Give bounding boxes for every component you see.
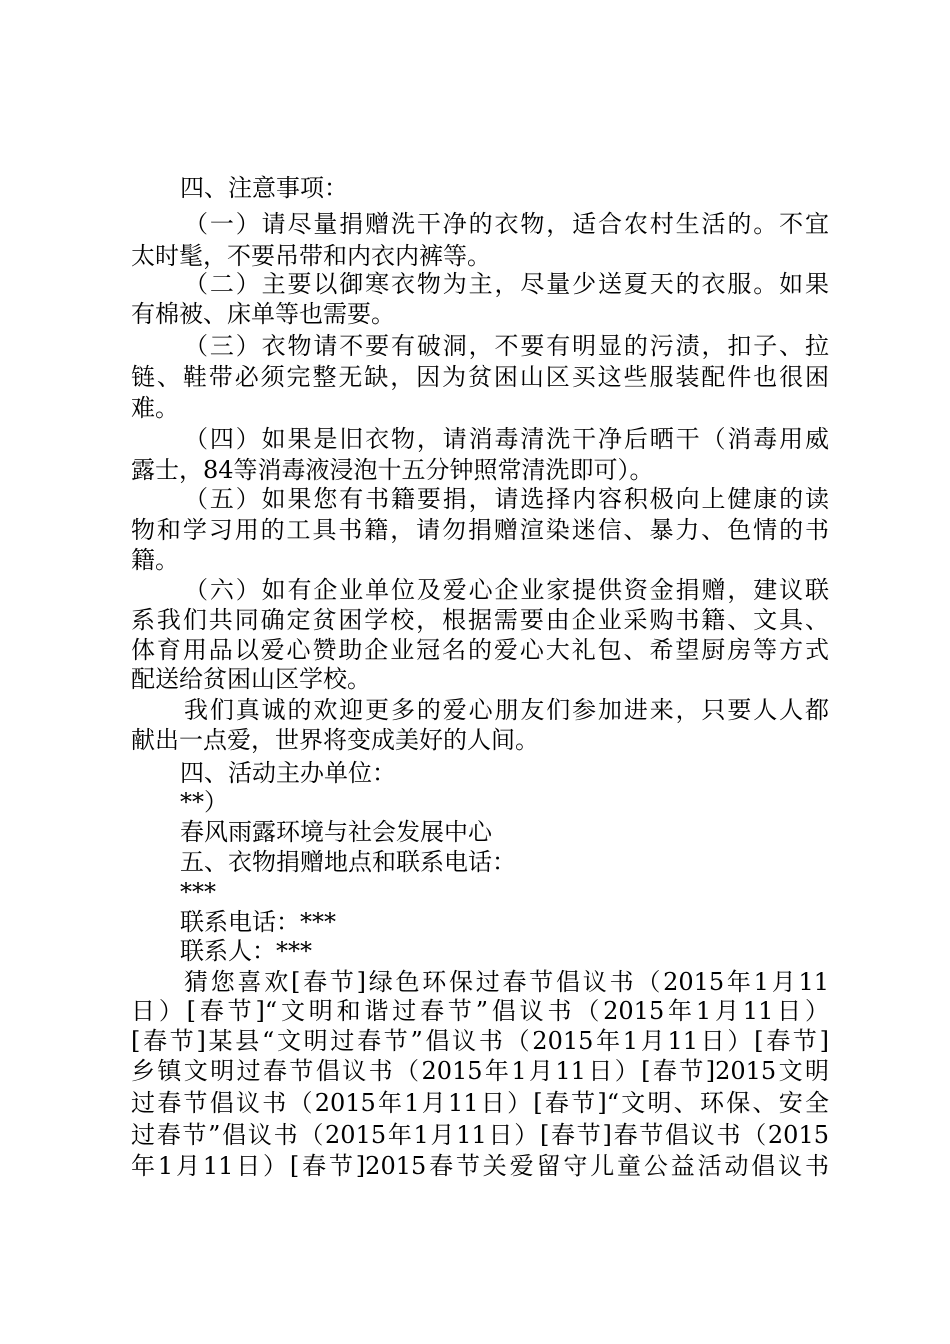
related-articles-line: [春节]某县“文明过春节”倡议书（2015年1月11日）[春节] [131,1027,829,1055]
paragraph-line: （五）如果您有书籍要捐，请选择内容积极向上健康的读 [184,485,829,513]
paragraph-line: 太时髦，不要吊带和内衣内裤等。 [131,242,491,270]
related-articles-line: 乡镇文明过春节倡议书（2015年1月11日）[春节]2015文明 [131,1057,829,1085]
section-heading-organizer: 四、活动主办单位： [180,759,396,787]
paragraph-line: 献出一点爱，世界将变成美好的人间。 [131,726,539,754]
paragraph-line: 物和学习用的工具书籍，请勿捐赠渲染迷信、暴力、色情的书 [131,516,829,544]
paragraph-line: 体育用品以爱心赞助企业冠名的爱心大礼包、希望厨房等方式 [131,636,829,664]
paragraph-line: 我们真诚的欢迎更多的爱心朋友们参加进来，只要人人都 [184,696,829,724]
related-articles-line: 年1月11日）[春节]2015春节关爱留守儿童公益活动倡议书 [131,1152,829,1180]
paragraph-line: （三）衣物请不要有破洞，不要有明显的污渍，扣子、拉 [184,332,829,360]
contact-person: 联系人：*** [180,937,312,965]
paragraph-line: 露士，84等消毒液浸泡十五分钟照常清洗即可）。 [131,456,654,484]
organizer-placeholder: **） [180,788,228,816]
related-articles-line: 过春节倡议书（2015年1月11日）[春节]“文明、环保、安全 [131,1089,829,1117]
paragraph-line: 链、鞋带必须完整无缺，因为贫困山区买这些服装配件也很困 [131,363,829,391]
organizer-name: 春风雨露环境与社会发展中心 [180,818,492,846]
paragraph-line: 有棉被、床单等也需要。 [131,300,395,328]
paragraph-line: （一）请尽量捐赠洗干净的衣物，适合农村生活的。不宜 [184,210,829,238]
paragraph-line: （六）如有企业单位及爱心企业家提供资金捐赠，建议联 [184,576,829,604]
section-heading-location: 五、衣物捐赠地点和联系电话： [180,848,516,876]
section-heading-notes: 四、注意事项： [180,174,348,202]
contact-phone: 联系电话：*** [180,908,336,936]
paragraph-line: 配送给贫困山区学校。 [131,665,371,693]
paragraph-line: 籍。 [131,546,179,574]
paragraph-line: 系我们共同确定贫困学校，根据需要由企业采购书籍、文具、 [131,606,829,634]
paragraph-line: 难。 [131,394,179,422]
related-articles-line: 猜您喜欢[春节]绿色环保过春节倡议书（2015年1月11 [184,968,829,996]
related-articles-line: 日）[春节]“文明和谐过春节”倡议书（2015年1月11日） [131,997,829,1025]
paragraph-line: （四）如果是旧衣物，请消毒清洗干净后晒干（消毒用威 [184,425,829,453]
related-articles-line: 过春节”倡议书（2015年1月11日）[春节]春节倡议书（2015 [131,1121,829,1149]
paragraph-line: （二）主要以御寒衣物为主，尽量少送夏天的衣服。如果 [184,270,829,298]
location-placeholder: *** [180,878,216,906]
